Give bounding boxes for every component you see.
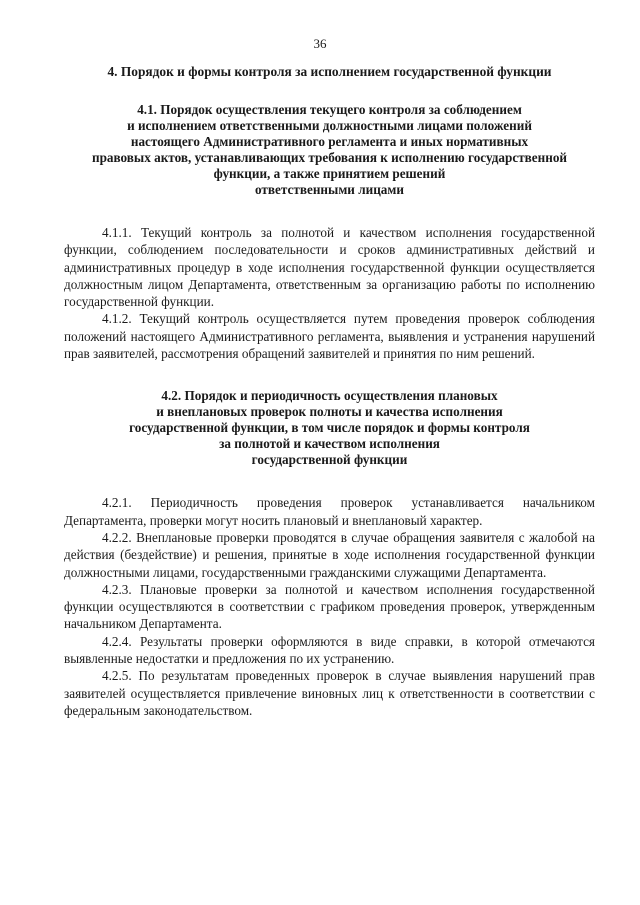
spacer [64,198,595,224]
paragraph-4-2-5: 4.2.5. По результатам проведенных проверок в случае выявления нарушений прав заявителей осуществляется привлечение виновных лиц к ответственности в соответствии с федеральным законодательством. [64,668,595,718]
subsection-title-line: настоящего Административного регламента и иных нормативных [130,134,529,149]
subsection-title-line: и исполнением ответственными должностными лицами положений [127,118,532,133]
subsection-title-line: государственной функции, в том числе порядок и формы контроля [129,420,530,436]
subsection-title-4-1 [64,102,595,198]
subsection-title-line: функции, а также принятием решений [213,166,446,181]
paragraph-4-2-2: 4.2.2. Внеплановые проверки проводятся в случае обращения заявителя с жалобой на действия (бездействие) и решения, принятые в ходе исполнения государственной функции должностными лицами, государственными гражданскими служащими Департамента. [64,529,595,580]
paragraph-4-2-4: 4.2.4. Результаты проверки оформляются в виде справки, в которой отмечаются выявленные недостатки и предложения по их устранению. [64,633,595,667]
subsection-title-line: за полнотой и качеством исполнения [219,436,440,452]
subsection-title-line: государственной функции [251,452,408,468]
document-body [64,64,595,719]
paragraph-4-1-2: 4.1.2. Текущий контроль осуществляется путем проведения проверок соблюдения положений настоящего Административного регламента, выявления и устранения нарушений прав заявителей, рассмотрения обращений заявителей и принятия по ним решений. [64,311,595,362]
subsection-title-line: правовых актов, устанавливающих требования к исполнению государственной [91,150,568,165]
subsection-title-line: ответственными лицами [255,182,404,197]
subsection-title-line: и внеплановых проверок полноты и качества исполнения [156,404,503,420]
section-title: 4. Порядок и формы контроля за исполнением государственной функции [107,64,552,79]
subsection-title-line: 4.2. Порядок и периодичность осуществления плановых [161,388,498,404]
paragraph-4-2-3: 4.2.3. Плановые проверки за полнотой и качеством исполнения государственной функции осуществляются в соответствии с графиком проведения проверок, утвержденным начальником Департамента. [64,581,595,632]
spacer [64,362,595,388]
subsection-title-line: 4.1. Порядок осуществления текущего контроля за соблюдением [137,102,522,117]
subsection-title-4-2 [64,388,595,468]
spacer [64,80,595,102]
spacer [64,468,595,494]
page-number: 36 [313,36,327,51]
paragraph-4-1-1: 4.1.1. Текущий контроль за полнотой и качеством исполнения государственной функции, соблюдением последовательности и сроков административных действий и административных процедур в ходе исполнения государственной функции осуществляется должностным лицом Департамента, ответственным за организацию работы по исполнению государственной функции. [64,225,595,310]
paragraph-4-2-1: 4.2.1. Периодичность проведения проверок устанавливается начальником Департамента, проверки могут носить плановый и внеплановый характер. [64,495,595,528]
